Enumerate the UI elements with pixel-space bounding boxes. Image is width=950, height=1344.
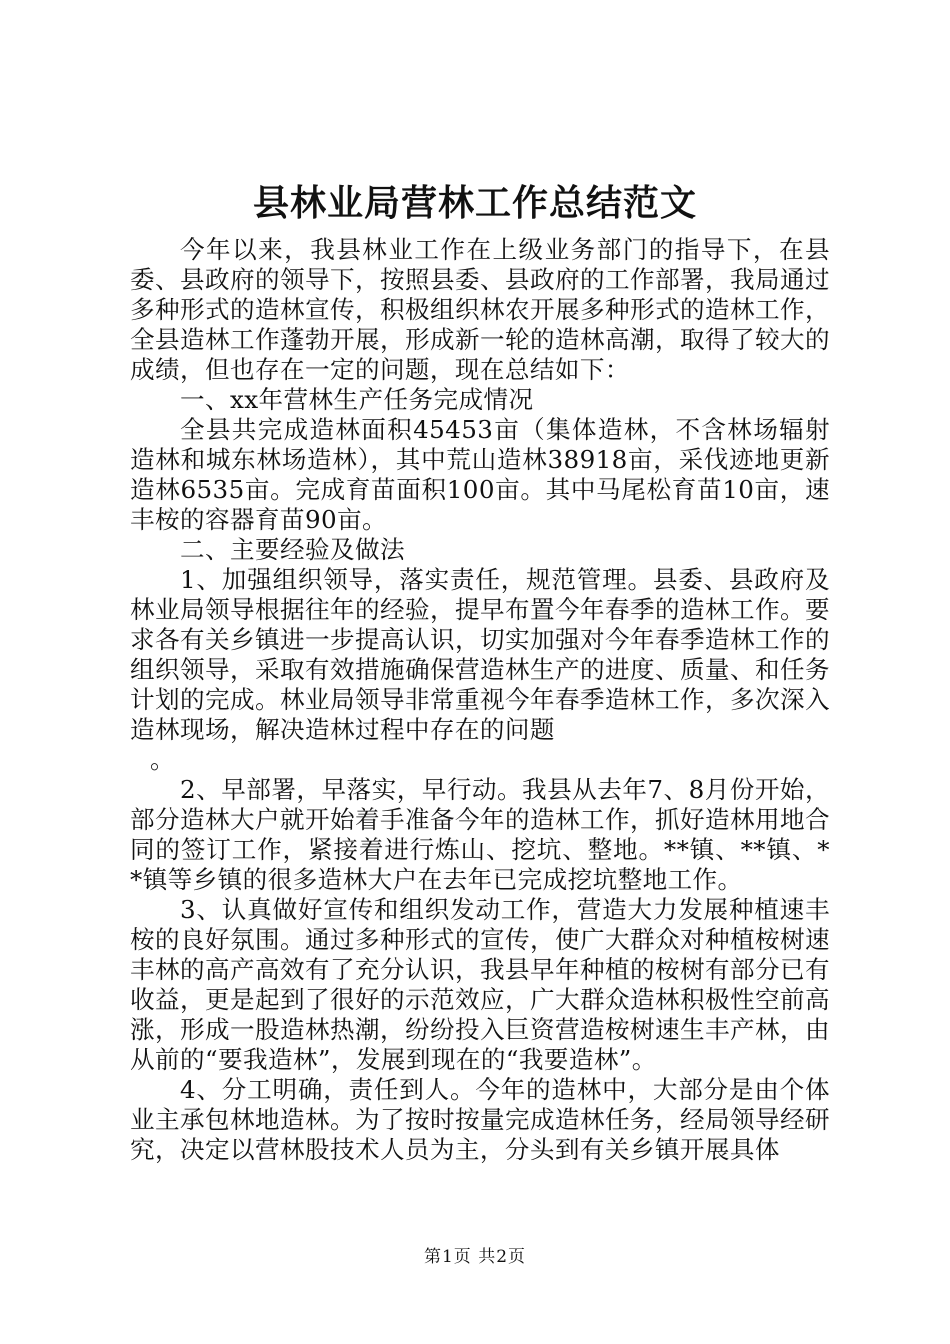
section-heading-2: 二、主要经验及做法 [180, 535, 405, 564]
document-body [130, 235, 830, 1165]
experience-item-3: 3、认真做好宣传和组织发动工作，营造大力发展种植速丰桉的良好氛围。通过多种形式的宣传，使广大群众对种植桉树速丰林的高产高效有了充分认识，我县早年种植的桉树有部分已有收益，更是起到了很好的示范效应，广大群众造林积极性空前高涨，形成一股造林热潮，纷纷投入巨资营造桉树速生丰产林，由从前的“要我造林”，发展到现在的“我要造林”。 [130, 895, 830, 1074]
document-title: 县林业局营林工作总结范文 [252, 183, 697, 224]
experience-item-2: 2、早部署，早落实，早行动。我县从去年7、8月份开始，部分造林大户就开始着手准备今年的造林工作，抓好造林用地合同的签订工作，紧接着进行炼山、挖坑、整地。**镇、**镇、**镇等乡镇的很多造林大户在去年已完成挖坑整地工作。 [130, 775, 830, 894]
intro-paragraph: 今年以来，我县林业工作在上级业务部门的指导下，在县委、县政府的领导下，按照县委、县政府的工作部署，我局通过多种形式的造林宣传，积极组织林农开展多种形式的造林工作，全县造林工作蓬勃开展，形成新一轮的造林高潮，取得了较大的成绩，但也存在一定的问题，现在总结如下： [130, 235, 830, 384]
experience-item-1: 1、加强组织领导，落实责任，规范管理。县委、县政府及林业局领导根据往年的经验，提早布置今年春季的造林工作。要求各有关乡镇进一步提高认识，切实加强对今年春季造林工作的组织领导，采取有效措施确保营造林生产的进度、质量、和任务计划的完成。林业局领导非常重视今年春季造林工作，多次深入造林现场，解决造林过程中存在的问题 [130, 565, 830, 744]
orphan-period: 。 [150, 745, 175, 774]
section-heading-1: 一、xx年营林生产任务完成情况 [180, 385, 534, 414]
experience-item-4: 4、分工明确，责任到人。今年的造林中，大部分是由个体业主承包林地造林。为了按时按量完成造林任务，经局领导经研究，决定以营林股技术人员为主，分头到有关乡镇开展具体 [130, 1075, 830, 1164]
production-summary-paragraph: 全县共完成造林面积45453亩（集体造林，不含林场辐射造林和城东林场造林），其中荒山造林38918亩，采伐迹地更新造林6535亩。完成育苗面积100亩。其中马尾松育苗10亩，速丰桉的容器育苗90亩。 [130, 415, 830, 534]
page-footer: 第1页 共2页 [423, 1247, 527, 1267]
